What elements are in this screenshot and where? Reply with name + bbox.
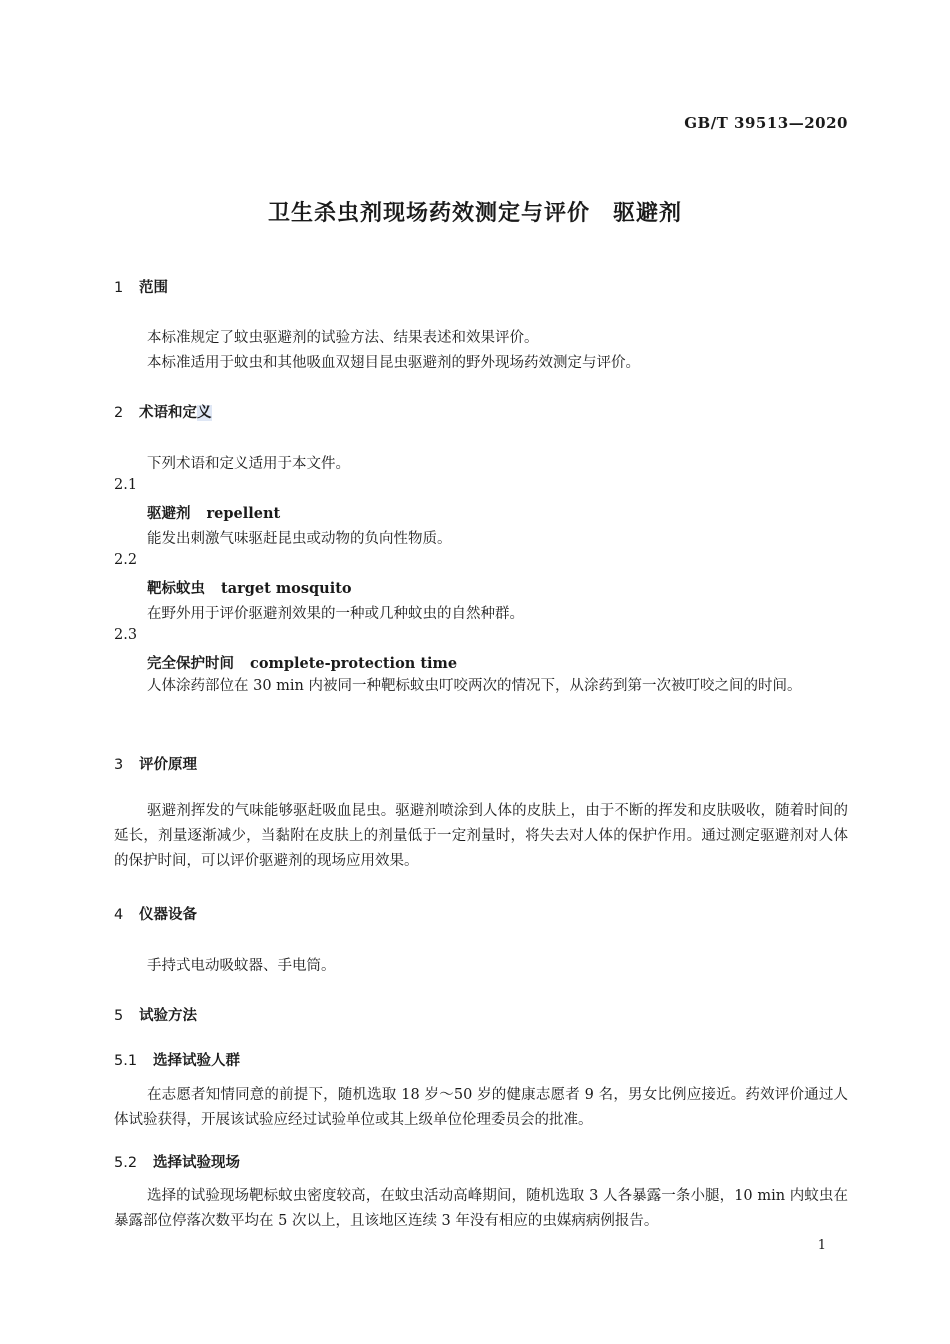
term-definition: 人体涂药部位在 30 min 内被同一种靶标蚊虫叮咬两次的情况下，从涂药到第一次被叮咬之间的时间。	[147, 678, 802, 694]
subsection-5-1-heading	[114, 1049, 240, 1070]
term-definition: 在野外用于评价驱避剂效果的一种或几种蚊虫的自然种群。	[147, 606, 524, 622]
term-en: complete-protection time	[250, 655, 458, 672]
term-zh: 完全保护时间	[147, 655, 234, 672]
term-zh: 驱避剂	[147, 505, 191, 522]
subsection-number: 5.1	[114, 1053, 138, 1069]
section-1-heading	[114, 276, 168, 297]
term-definition: 能发出刺激气味驱赶昆虫或动物的负向性物质。	[147, 531, 452, 547]
term-number: 2.3	[114, 627, 138, 643]
term-en: repellent	[206, 505, 281, 522]
section-number: 1	[114, 280, 124, 296]
subsection-5-2-heading	[114, 1151, 240, 1172]
subsection-number: 5.2	[114, 1155, 138, 1171]
section-3-heading	[114, 753, 197, 774]
standard-number: GB/T 39513—2020	[684, 114, 848, 132]
term-zh: 靶标蚊虫	[147, 580, 205, 597]
term-en: target mosquito	[221, 580, 352, 597]
scope-line-1: 本标准规定了蚊虫驱避剂的试验方法、结果表述和效果评价。	[147, 330, 539, 346]
section-title: 评价原理	[139, 757, 197, 773]
section-4-heading	[114, 903, 197, 924]
subsection-title: 选择试验人群	[153, 1053, 240, 1069]
section-title: 范围	[139, 280, 168, 296]
section-number: 5	[114, 1008, 124, 1024]
document-title: 卫生杀虫剂现场药效测定与评价 驱避剂	[267, 201, 682, 226]
section-title: 试验方法	[139, 1008, 197, 1024]
term-number: 2.2	[114, 552, 138, 568]
terms-intro: 下列术语和定义适用于本文件。	[147, 456, 350, 472]
section-number: 2	[114, 405, 124, 421]
section-title: 仪器设备	[139, 907, 197, 923]
term-title	[147, 502, 280, 523]
section-2-heading	[114, 401, 212, 422]
page-number: 1	[817, 1238, 826, 1253]
scope-line-2: 本标准适用于蚊虫和其他吸血双翅目昆虫驱避剂的野外现场药效测定与评价。	[147, 355, 640, 371]
section-number: 4	[114, 907, 124, 923]
section-5-heading	[114, 1004, 197, 1025]
principle-paragraph: 驱避剂挥发的气味能够驱赶吸血昆虫。驱避剂喷涂到人体的皮肤上，由于不断的挥发和皮肤吸收，随着时间的延长，剂量逐渐减少，当黏附在皮肤上的剂量低于一定剂量时，将失去对人体的保护作用。通过测定驱避剂对人体的保护时间，可以评价驱避剂的现场应用效果。	[114, 803, 848, 869]
section-title: 术语和定	[139, 405, 197, 421]
section-number: 3	[114, 757, 124, 773]
term-title	[147, 652, 457, 673]
equipment-line: 手持式电动吸蚊器、手电筒。	[147, 958, 336, 974]
term-title	[147, 577, 352, 598]
subsection-title: 选择试验现场	[153, 1155, 240, 1171]
subsection-5-1-paragraph: 在志愿者知情同意的前提下，随机选取 18 岁～50 岁的健康志愿者 9 名，男女比例应接近。药效评价通过人体试验获得，开展该试验应经过试验单位或其上级单位伦理委员会的批准。	[114, 1087, 848, 1128]
subsection-5-2-paragraph: 选择的试验现场靶标蚊虫密度较高，在蚊虫活动高峰期间，随机选取 3 人各暴露一条小腿，10 min 内蚊虫在暴露部位停落次数平均在 5 次以上，且该地区连续 3 年没有相应的虫媒病病例报告。	[114, 1188, 848, 1229]
selection-highlight: 义	[197, 405, 212, 421]
term-number: 2.1	[114, 477, 138, 493]
